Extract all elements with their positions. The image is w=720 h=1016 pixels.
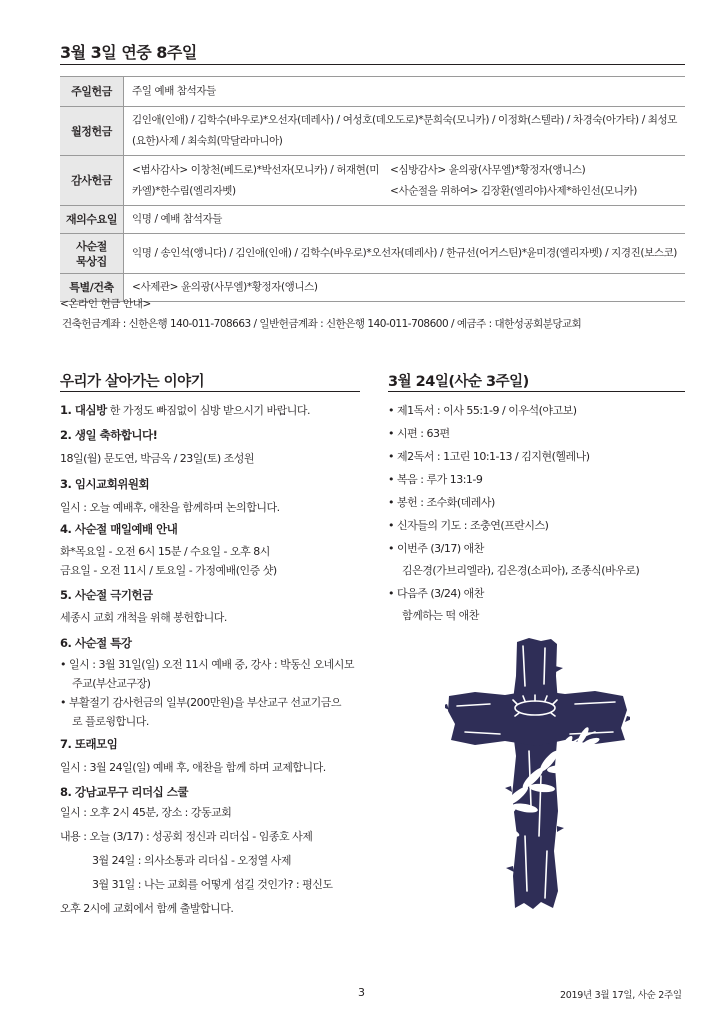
story-heading: 3. 임시교회위원회 (60, 477, 150, 491)
story-text: 일시 : 오늘 예배후, 애찬을 함께하며 논의합니다. (60, 501, 280, 514)
offering-row (60, 107, 685, 156)
lectionary-item: • 신자들의 기도 : 조충연(프란시스) (388, 519, 549, 532)
story-heading: 5. 사순절 극기헌금 (60, 588, 153, 602)
story-text: 금요일 - 오전 11시 / 토요일 - 가정예배(인증 샷) (60, 564, 277, 577)
offering-value (124, 156, 685, 206)
story-2 (60, 427, 254, 466)
offering-line: 카엘)*한수림(엘리자벳) (132, 184, 236, 197)
stories-title: 우리가 살아가는 이야기 (60, 374, 205, 390)
online-heading: <온라인 헌금 안내> (60, 298, 151, 310)
lectionary-item: • 이번주 (3/17) 애찬 (388, 542, 484, 555)
offering-table (60, 76, 685, 302)
offering-value: <사제관> 윤의광(사무엘)*황정자(앵니스) (124, 274, 685, 302)
story-heading: 1. 대심방 (60, 403, 107, 417)
offering-label: 감사헌금 (60, 156, 124, 206)
lectionary-item: • 다음주 (3/24) 애찬 (388, 587, 484, 600)
offering-row (60, 77, 685, 107)
offering-line: <심방감사> 윤의광(사무엘)*황정자(앵니스) (390, 163, 586, 176)
story-text: 세종시 교회 개척을 위해 봉헌합니다. (60, 611, 227, 624)
bullet-icon: • (60, 658, 69, 671)
story-text: 오후 2시에 교회에서 함께 출발합니다. (60, 902, 234, 915)
lectionary-item-detail: 김은경(가브리엘라), 김은경(소피아), 조종식(바우로) (402, 564, 640, 577)
lectionary-item: • 시편 : 63편 (388, 427, 450, 440)
offering-line: 김인애(인애) / 김학수(바우로)*오선자(데레사) / 여성호(데오도로)*문희숙(모니카) / 이정화(스텔라) / 차경숙(아가타) / 최성모 (132, 114, 677, 126)
offering-line: <범사감사> 이창천(베드로)*박선자(모니카) / 허재현(미 (132, 163, 379, 176)
offering-line: <사순절을 위하여> 김장환(엘리야)사제*하인선(모니카) (390, 184, 637, 197)
story-5 (60, 587, 227, 625)
story-3 (60, 476, 280, 515)
offering-label: 재의수요일 (60, 206, 124, 234)
page-title: 3월 3일 연중 8주일 (60, 43, 197, 62)
lectionary-item: • 봉헌 : 조수화(데레사) (388, 496, 495, 509)
story-text: 한 가정도 빠짐없이 심방 받으시기 바랍니다. (106, 404, 310, 417)
page-number: 3 (358, 986, 365, 999)
title-rule (60, 64, 685, 65)
story-text: 일시 : 오후 2시 45분, 장소 : 강동교회 (60, 806, 232, 819)
story-text: 내용 : 오늘 (3/17) : 성공회 정신과 리더십 - 임종호 사제 (60, 830, 313, 843)
cross-illustration (445, 636, 630, 911)
offering-row (60, 274, 685, 302)
story-heading: 8. 강남교무구 리더십 스쿨 (60, 785, 188, 799)
thanks-left (132, 160, 390, 202)
story-bullet (60, 655, 354, 693)
thanks-right (390, 160, 677, 202)
story-bullet (60, 693, 350, 731)
story-text: 로 플로윙합니다. (72, 715, 149, 728)
offering-label: 특별/건축 (60, 274, 124, 302)
story-1 (60, 402, 310, 418)
offering-label-line: 사순절 (76, 239, 107, 253)
story-text: 18일(월) 문도연, 박금옥 / 23일(토) 조성원 (60, 452, 254, 465)
bullet-icon: • (60, 696, 69, 709)
footer-date: 2019년 3월 17일, 사순 2주일 (560, 990, 682, 1001)
story-text: 부활절기 감사헌금의 일부(200만원)을 부산교구 선교기금으 (69, 696, 341, 709)
online-accounts: 건축헌금계좌 : 신한은행 140-011-708663 / 일반헌금계좌 : 신한은행 140-011-708600 / 예금주 : 대한성공회분당교회 (62, 318, 582, 330)
offering-value: 익명 / 예배 참석자들 (124, 206, 685, 234)
offering-value: 익명 / 송인석(앵니다) / 김인애(인애) / 김학수(바우로)*오선자(데레사) / 한규선(어거스틴)*윤미경(엘리자벳) / 지경진(보스코) (124, 234, 685, 274)
story-4 (60, 521, 277, 578)
lectionary-rule (388, 391, 685, 392)
story-text: 3월 24일 : 의사소통과 리더십 - 오정열 사제 (92, 854, 292, 867)
lectionary-title: 3월 24일(사순 3주일) (388, 374, 529, 390)
offering-label (60, 234, 124, 274)
story-text: 일시 : 3월 24일(일) 예배 후, 애찬을 함께 하며 교제합니다. (60, 761, 326, 774)
offering-label: 주일헌금 (60, 77, 124, 107)
stories-rule (60, 391, 360, 392)
story-6 (60, 635, 354, 731)
story-text: 3월 31일 : 나는 교회를 어떻게 섬길 것인가? : 평신도 (92, 878, 333, 891)
story-heading: 6. 사순절 특강 (60, 636, 132, 650)
story-heading: 2. 생일 축하합니다! (60, 428, 158, 442)
offering-label-line: 묵상집 (76, 254, 107, 268)
lectionary-item: • 제2독서 : 1고린 10:1-13 / 김지현(헬레나) (388, 450, 590, 463)
story-text: 화*목요일 - 오전 6시 15분 / 수요일 - 오후 8시 (60, 545, 270, 558)
offering-row (60, 234, 685, 274)
lectionary-item: • 제1독서 : 이사 55:1-9 / 이우석(야고보) (388, 404, 577, 417)
offering-row (60, 156, 685, 206)
offering-row (60, 206, 685, 234)
offering-label: 월정헌금 (60, 107, 124, 156)
story-heading: 4. 사순절 매일예배 안내 (60, 522, 178, 536)
story-7 (60, 736, 326, 775)
story-heading: 7. 또래모임 (60, 737, 118, 751)
story-text: 일시 : 3월 31일(일) 오전 11시 예배 중, 강사 : 박동신 오네시모 (69, 658, 354, 671)
offering-value (124, 107, 685, 156)
offering-value: 주일 예배 참석자들 (124, 77, 685, 107)
lectionary-item: • 복음 : 루가 13:1-9 (388, 473, 483, 486)
story-8 (60, 783, 332, 921)
story-text: 주교(부산교구장) (72, 677, 151, 690)
offering-line: (요한)사제 / 최숙희(막달라마니아) (132, 135, 283, 147)
lectionary-item-detail: 함께하는 떡 애찬 (402, 609, 479, 622)
